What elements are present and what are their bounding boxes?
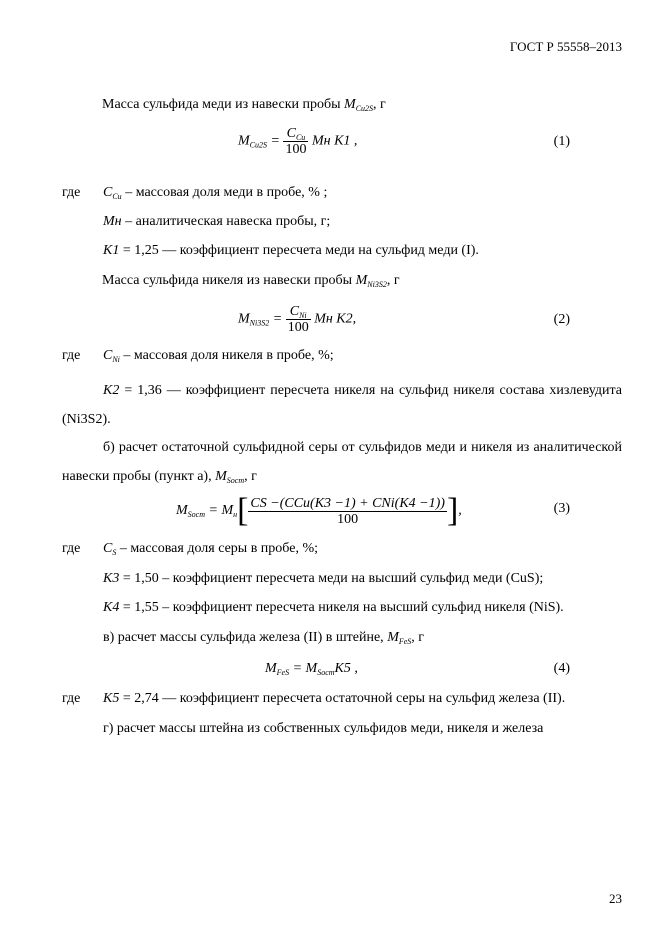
- definition-k1: K1 = 1,25 — коэффициент пересчета меди на сульфид меди (I).: [103, 243, 479, 258]
- where-label: где: [62, 691, 81, 706]
- formula-symbol: $M_{Cu2S}$: [344, 97, 374, 113]
- where-label: где: [62, 541, 81, 556]
- definition-copper-fraction: $C_{Cu}$ – массовая доля меди в пробе, % ;: [103, 185, 328, 201]
- definition-sulfur-fraction: $C_S$ – массовая доля серы в пробе, %;: [103, 541, 319, 557]
- equation-1: $M_{Cu2S}$ = $\frac{C_{Cu}}{100}$ Mн K1 ,: [238, 126, 358, 157]
- where-label: где: [62, 348, 81, 363]
- definition-k5: K5 = 2,74 — коэффициент пересчета остаточной серы на сульфид железа (II).: [103, 691, 566, 706]
- paragraph-residual-sulfur: б) расчет остаточной сульфидной серы от сульфидов меди и никеля из аналитической навески пробы (пункт а), $M_{Sост}$, г: [62, 440, 622, 485]
- equation-fraction: $\frac{C_{Ni}}{100}$: [287, 304, 309, 335]
- equation-number: (2): [553, 312, 570, 327]
- paragraph-iron-sulfide: в) расчет массы сульфида железа (II) в штейне, $M_{FeS}$, г: [103, 630, 425, 646]
- equation-number: (4): [553, 661, 570, 676]
- equation-3: $M_{Sост} = M_н$[ $\frac{\text{CS −(CCu(K3 −1) + CNi(K4 −1))}}{100}$ ],: [176, 492, 462, 529]
- equation-fraction: $\frac{C_{Cu}}{100}$: [285, 126, 307, 157]
- equation-number: (3): [553, 501, 570, 516]
- paragraph-copper-sulfide-mass: Масса сульфида меди из навески пробы $M_{Cu2S}$, г: [102, 97, 386, 113]
- definition-nickel-fraction: $C_{Ni}$ – массовая доля никеля в пробе, %;: [103, 348, 334, 364]
- document-standard-header: ГОСТ Р 55558–2013: [509, 39, 622, 54]
- paragraph-text: Масса сульфида меди из навески пробы: [102, 97, 341, 112]
- paragraph-matte-mass: г) расчет массы штейна из собственных сульфидов меди, никеля и железа: [103, 721, 544, 736]
- equation-number: (1): [553, 134, 570, 149]
- equation-2: $M_{Ni3S2}$ = $\frac{C_{Ni}}{100}$ Mн K2,: [238, 304, 357, 335]
- definition-sample-mass: Mн – аналитическая навеска пробы, г;: [103, 214, 331, 229]
- definition-k2: K2 = 1,36 — коэффициент пересчета никеля на сульфид никеля состава хизлевудита (Ni3S2).: [62, 383, 623, 427]
- paragraph-nickel-sulfide-mass: Масса сульфида никеля из навески пробы $M_{Ni3S2}$, г: [102, 273, 400, 289]
- where-label: где: [62, 185, 81, 200]
- page-number: 23: [609, 891, 622, 906]
- equation-4: $M_{FeS} = M_{Sост}K5$ ,: [265, 661, 358, 677]
- definition-k4: K4 = 1,55 – коэффициент пересчета никеля на высший сульфид никеля (NiS).: [103, 600, 564, 615]
- equation-fraction: $\frac{\text{CS −(CCu(K3 −1) + CNi(K4 −1))}}{100}$: [250, 495, 445, 527]
- definition-k3: K3 = 1,50 – коэффициент пересчета меди на высший сульфид меди (CuS);: [103, 571, 544, 586]
